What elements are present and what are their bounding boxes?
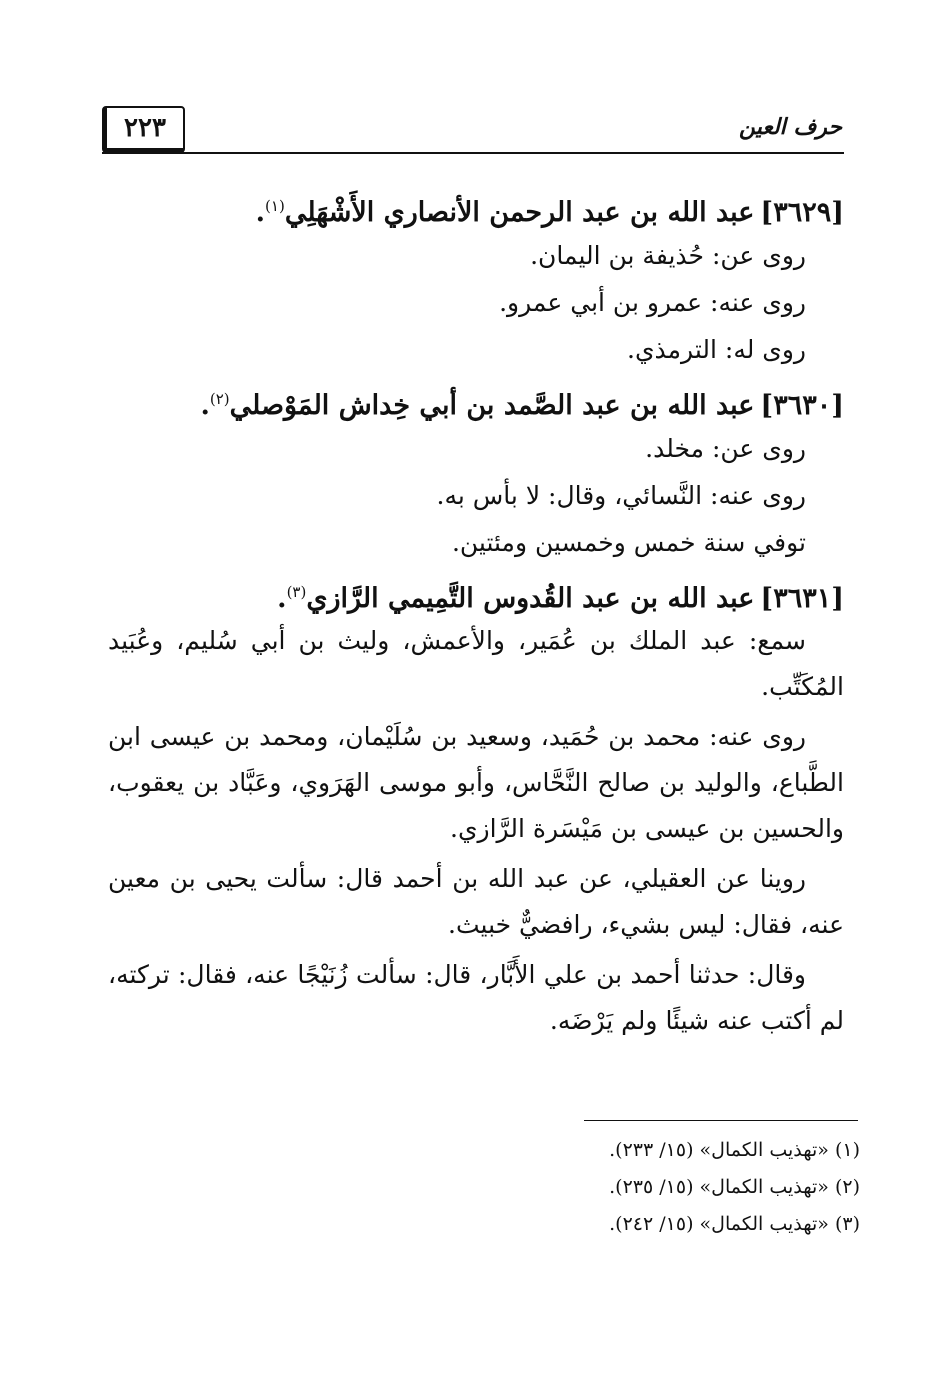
entry-number: [٣٦٢٩] (760, 197, 844, 228)
entry-paragraph: سمع: عبد الملك بن عُمَير، والأعمش، وليث بن أبي سُليم، وعُبَيد المُكَتِّب. (108, 626, 844, 701)
entry-paragraph: روينا عن العقيلي، عن عبد الله بن أحمد قال: سألت يحيى بن معين عنه، فقال: ليس بشيء، رافضيٌّ خبيث. (108, 864, 844, 939)
entry-heading (108, 180, 844, 232)
running-title: حرف العين (738, 114, 842, 140)
entry-line: روى عن: مخلد. (645, 434, 806, 463)
entry-paragraph: وقال: حدثنا أحمد بن علي الأَبَّار، قال: سألت زُنَيْجًا عنه، فقال: تركته، لم أكتب عنه شيئًا ولم يَرْضَه. (108, 960, 844, 1035)
entry-line: روى عن: حُذيفة بن اليمان. (530, 241, 806, 270)
entry-number: [٣٦٣٠] (760, 390, 844, 421)
header-rule (102, 152, 844, 154)
footnote-ref: (٢) (209, 390, 230, 408)
entry-paragraph: روى عنه: محمد بن حُمَيد، وسعيد بن سُلَيْمان، ومحمد بن عيسى ابن الطَّباع، والوليد بن صالح النَّحَّاس، وأبو موسى الهَرَوي، وعَبَّاد بن يعقوب، والحسين بن عيسى بن مَيْسَرة الرَّازي. (108, 722, 844, 843)
page-number: ٢٢٣ (102, 106, 185, 153)
footnote: (٢) «تهذيب الكمال» (١٥/ ٢٣٥). (609, 1176, 860, 1198)
entry-heading (108, 566, 844, 618)
footnote: (١) «تهذيب الكمال» (١٥/ ٢٣٣). (609, 1139, 860, 1161)
entry-line: روى عنه: النَّسائي، وقال: لا بأس به. (436, 481, 806, 510)
entry-name: عبد الله بن عبد القُدوس التَّمِيمي الرَّازي (306, 583, 755, 614)
entry-line: روى عنه: عمرو بن أبي عمرو. (499, 288, 806, 317)
heading-period: . (277, 583, 287, 614)
entry-heading (108, 373, 844, 425)
entry-line: روى له: الترمذي. (627, 335, 806, 364)
entry-name: عبد الله بن عبد الرحمن الأنصاري الأَشْهَلِي (284, 197, 755, 228)
entry-name: عبد الله بن عبد الصَّمد بن أبي خِداش المَوْصلي (229, 390, 755, 421)
footnote-rule (584, 1120, 858, 1121)
footnote: (٣) «تهذيب الكمال» (١٥/ ٢٤٢). (609, 1213, 860, 1235)
main-text (108, 180, 844, 1044)
footnote-ref: (١) (265, 197, 285, 215)
page-header (102, 100, 844, 156)
footnotes (360, 1132, 860, 1243)
footnote-ref: (٣) (286, 583, 307, 601)
heading-period: . (200, 390, 210, 421)
entry-line: توفي سنة خمس وخمسين ومئتين. (451, 528, 806, 557)
heading-period: . (255, 197, 266, 228)
entry-number: [٣٦٣١] (760, 583, 844, 614)
